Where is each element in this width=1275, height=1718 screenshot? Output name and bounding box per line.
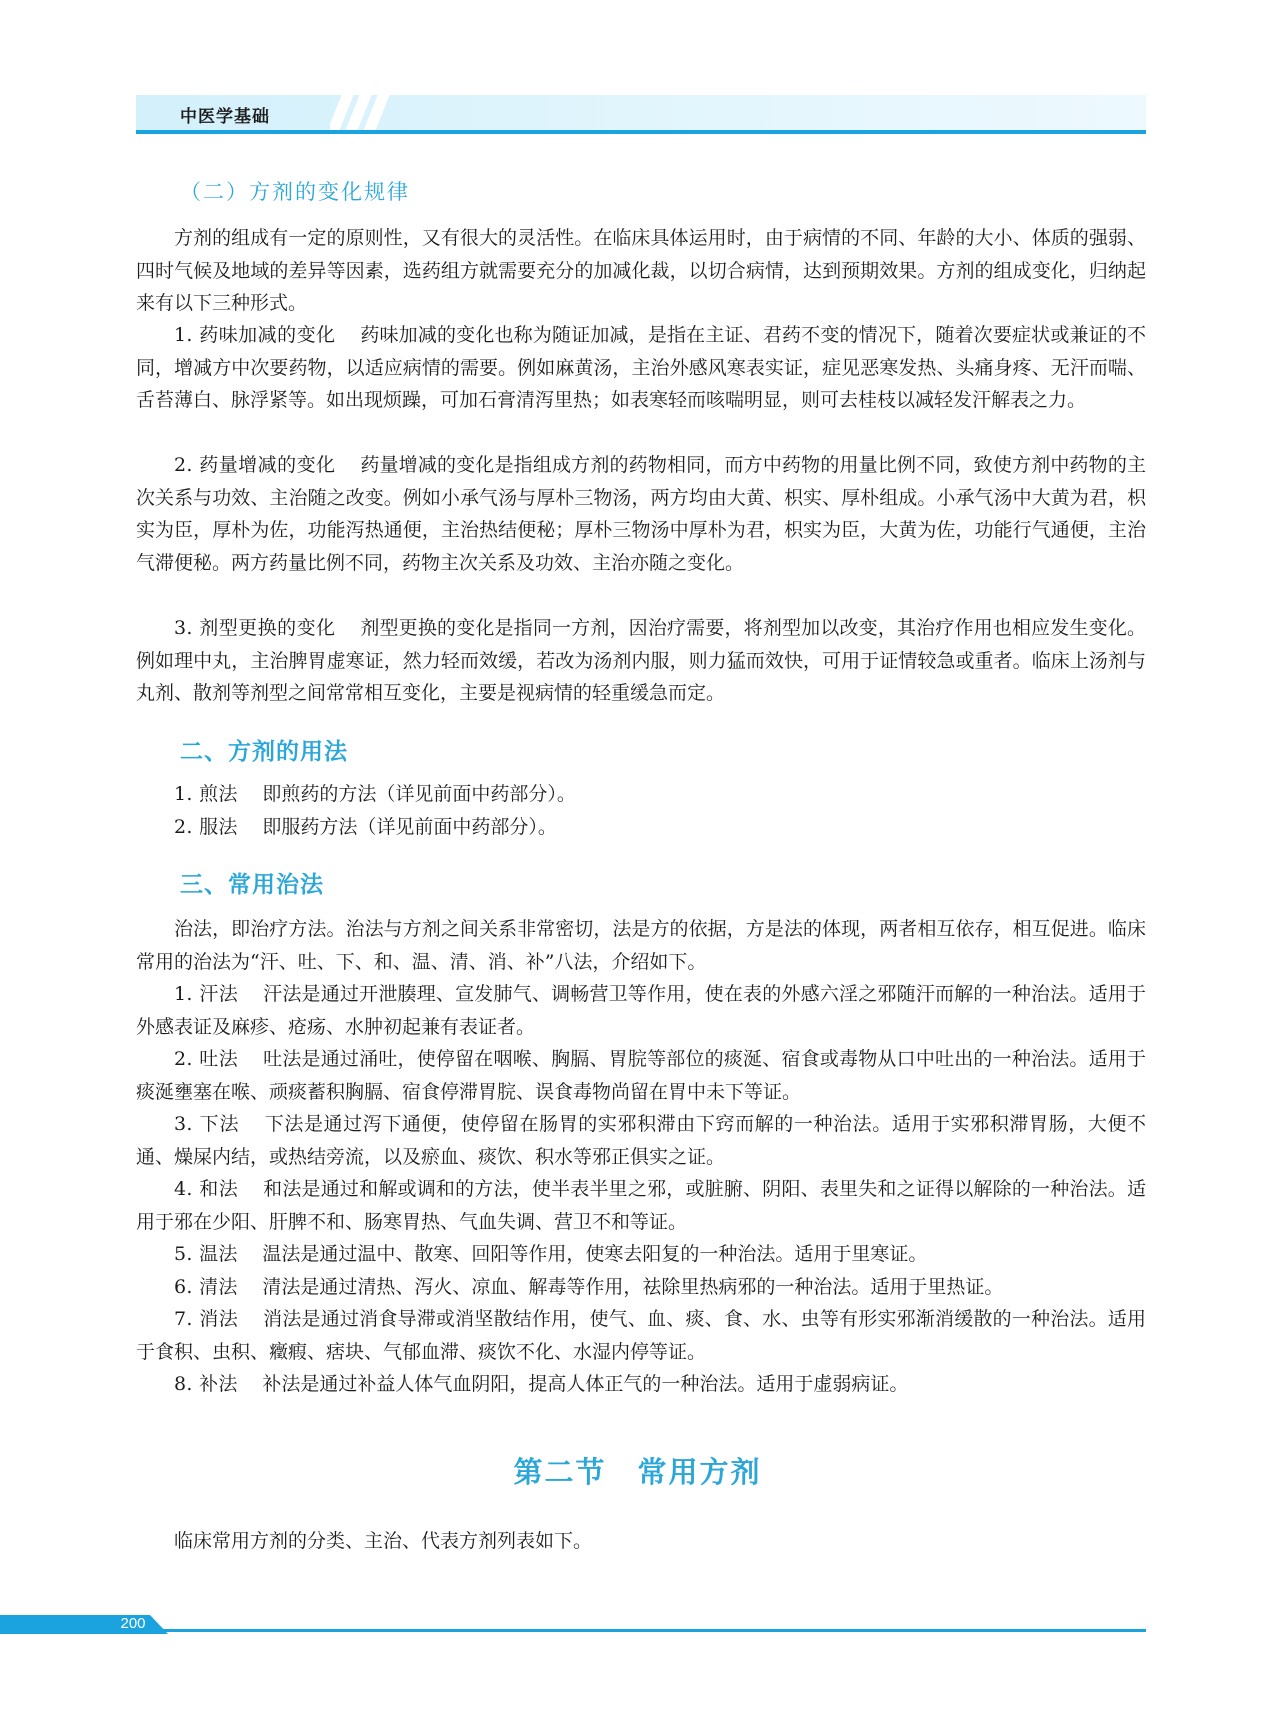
method-8-text: 补法是通过补益人体气血阴阳，提高人体正气的一种治法。适用于虚弱病证。 xyxy=(262,1373,909,1395)
method-7-lead: 7. 消法 xyxy=(174,1308,239,1330)
variation-3-lead: 3. 剂型更换的变化 xyxy=(174,617,336,639)
variation-2-paragraph xyxy=(136,449,1146,579)
page-number: 200 xyxy=(120,1615,146,1632)
method-3-paragraph xyxy=(136,1108,1146,1173)
running-header-bar xyxy=(136,95,1146,133)
method-5-text: 温法是通过温中、散寒、回阳等作用，使寒去阳复的一种治法。适用于里寒证。 xyxy=(262,1243,928,1265)
method-7-paragraph xyxy=(136,1303,1146,1368)
footer-rule xyxy=(0,1629,1146,1632)
variation-3-text: 剂型更换的变化是指同一方剂，因治疗需要，将剂型加以改变，其治疗作用也相应发生变化。例如理中丸，主治脾胃虚寒证，然力轻而效缓，若改为汤剂内服，则力猛而效快，可用于证情较急或重者。临床上汤剂与丸剂、散剂等剂型之间常常相互变化，主要是视病情的轻重缓急而定。 xyxy=(136,617,1146,704)
variation-1-text: 药味加减的变化也称为随证加减，是指在主证、君药不变的情况下，随着次要症状或兼证的不同，增减方中次要药物，以适应病情的需要。例如麻黄汤，主治外感风寒表实证，症见恶寒发热、头痛身疼、无汗而喘、舌苔薄白、脉浮紧等。如出现烦躁，可加石膏清泻里热；如表寒轻而咳喘明显，则可去桂枝以减轻发汗解表之力。 xyxy=(136,324,1146,411)
usage-item-1 xyxy=(136,778,1146,811)
method-2-lead: 2. 吐法 xyxy=(174,1048,239,1070)
variation-2-text: 药量增减的变化是指组成方剂的药物相同，而方中药物的用量比例不同，致使方剂中药物的主次关系与功效、主治随之改变。例如小承气汤与厚朴三物汤，两方均由大黄、枳实、厚朴组成。小承气汤中大黄为君，枳实为臣，厚朴为佐，功能泻热通便，主治热结便秘；厚朴三物汤中厚朴为君，枳实为臣，大黄为佐，功能行气通便，主治气滞便秘。两方药量比例不同，药物主次关系及功效、主治亦随之变化。 xyxy=(136,454,1146,574)
usage-item-1-lead: 1. 煎法 xyxy=(174,783,238,805)
variation-2-lead: 2. 药量增减的变化 xyxy=(174,454,336,476)
usage-item-2-text: 即服药方法（详见前面中药部分）。 xyxy=(262,816,557,838)
method-6-lead: 6. 清法 xyxy=(174,1276,238,1298)
method-4-paragraph xyxy=(136,1173,1146,1238)
method-4-lead: 4. 和法 xyxy=(174,1178,239,1200)
section-2-intro: 临床常用方剂的分类、主治、代表方剂列表如下。 xyxy=(174,1530,593,1552)
methods-section-title: 三、常用治法 xyxy=(180,872,324,898)
method-3-lead: 3. 下法 xyxy=(174,1113,240,1135)
usage-item-2-lead: 2. 服法 xyxy=(174,816,238,838)
method-1-paragraph xyxy=(136,978,1146,1043)
variation-1-paragraph xyxy=(136,319,1146,417)
section-2-title: 第二节 常用方剂 xyxy=(513,1455,762,1489)
method-3-text: 下法是通过泻下通便，使停留在肠胃的实邪积滞由下窍而解的一种治法。适用于实邪积滞胃肠，大便不通、燥屎内结，或热结旁流，以及瘀血、痰饮、积水等邪正俱实之证。 xyxy=(136,1113,1146,1168)
method-1-text: 汗法是通过开泄腠理、宣发肺气、调畅营卫等作用，使在表的外感六淫之邪随汗而解的一种治法。适用于外感表证及麻疹、疮疡、水肿初起兼有表证者。 xyxy=(136,983,1146,1038)
usage-section-title: 二、方剂的用法 xyxy=(180,739,348,765)
method-8-paragraph xyxy=(136,1368,1146,1401)
variation-3-paragraph xyxy=(136,612,1146,710)
usage-item-1-text: 即煎药的方法（详见前面中药部分）。 xyxy=(262,783,576,805)
variation-1-lead: 1. 药味加减的变化 xyxy=(174,324,336,346)
subsection-title: （二）方剂的变化规律 xyxy=(180,180,410,204)
method-2-paragraph xyxy=(136,1043,1146,1108)
methods-intro-paragraph: 治法，即治疗方法。治法与方剂之间关系非常密切，法是方的依据，方是法的体现，两者相互依存，相互促进。临床常用的治法为“汗、吐、下、和、温、清、消、补”八法，介绍如下。 xyxy=(136,918,1146,973)
method-2-text: 吐法是通过涌吐，使停留在咽喉、胸膈、胃脘等部位的痰涎、宿食或毒物从口中吐出的一种治法。适用于痰涎壅塞在喉、顽痰蓄积胸膈、宿食停滞胃脘、误食毒物尚留在胃中未下等证。 xyxy=(136,1048,1146,1103)
method-1-lead: 1. 汗法 xyxy=(174,983,239,1005)
intro-paragraph: 方剂的组成有一定的原则性，又有很大的灵活性。在临床具体运用时，由于病情的不同、年龄的大小、体质的强弱、四时气候及地域的差异等因素，选药组方就需要充分的加减化裁，以切合病情，达到预期效果。方剂的组成变化，归纳起来有以下三种形式。 xyxy=(136,227,1146,314)
method-8-lead: 8. 补法 xyxy=(174,1373,238,1395)
header-rule xyxy=(136,130,1146,134)
running-header-title: 中医学基础 xyxy=(180,107,270,127)
method-5-lead: 5. 温法 xyxy=(174,1243,238,1265)
method-5-paragraph xyxy=(136,1238,1146,1271)
method-6-paragraph xyxy=(136,1271,1146,1304)
method-6-text: 清法是通过清热、泻火、凉血、解毒等作用，祛除里热病邪的一种治法。适用于里热证。 xyxy=(262,1276,1004,1298)
usage-item-2 xyxy=(136,811,1146,844)
method-7-text: 消法是通过消食导滞或消坚散结作用，使气、血、痰、食、水、虫等有形实邪渐消缓散的一种治法。适用于食积、虫积、癥瘕、痞块、气郁血滞、痰饮不化、水湿内停等证。 xyxy=(136,1308,1146,1363)
header-stripes-decoration xyxy=(330,94,390,134)
method-4-text: 和法是通过和解或调和的方法，使半表半里之邪，或脏腑、阴阳、表里失和之证得以解除的一种治法。适用于邪在少阳、肝脾不和、肠寒胃热、气血失调、营卫不和等证。 xyxy=(136,1178,1146,1233)
